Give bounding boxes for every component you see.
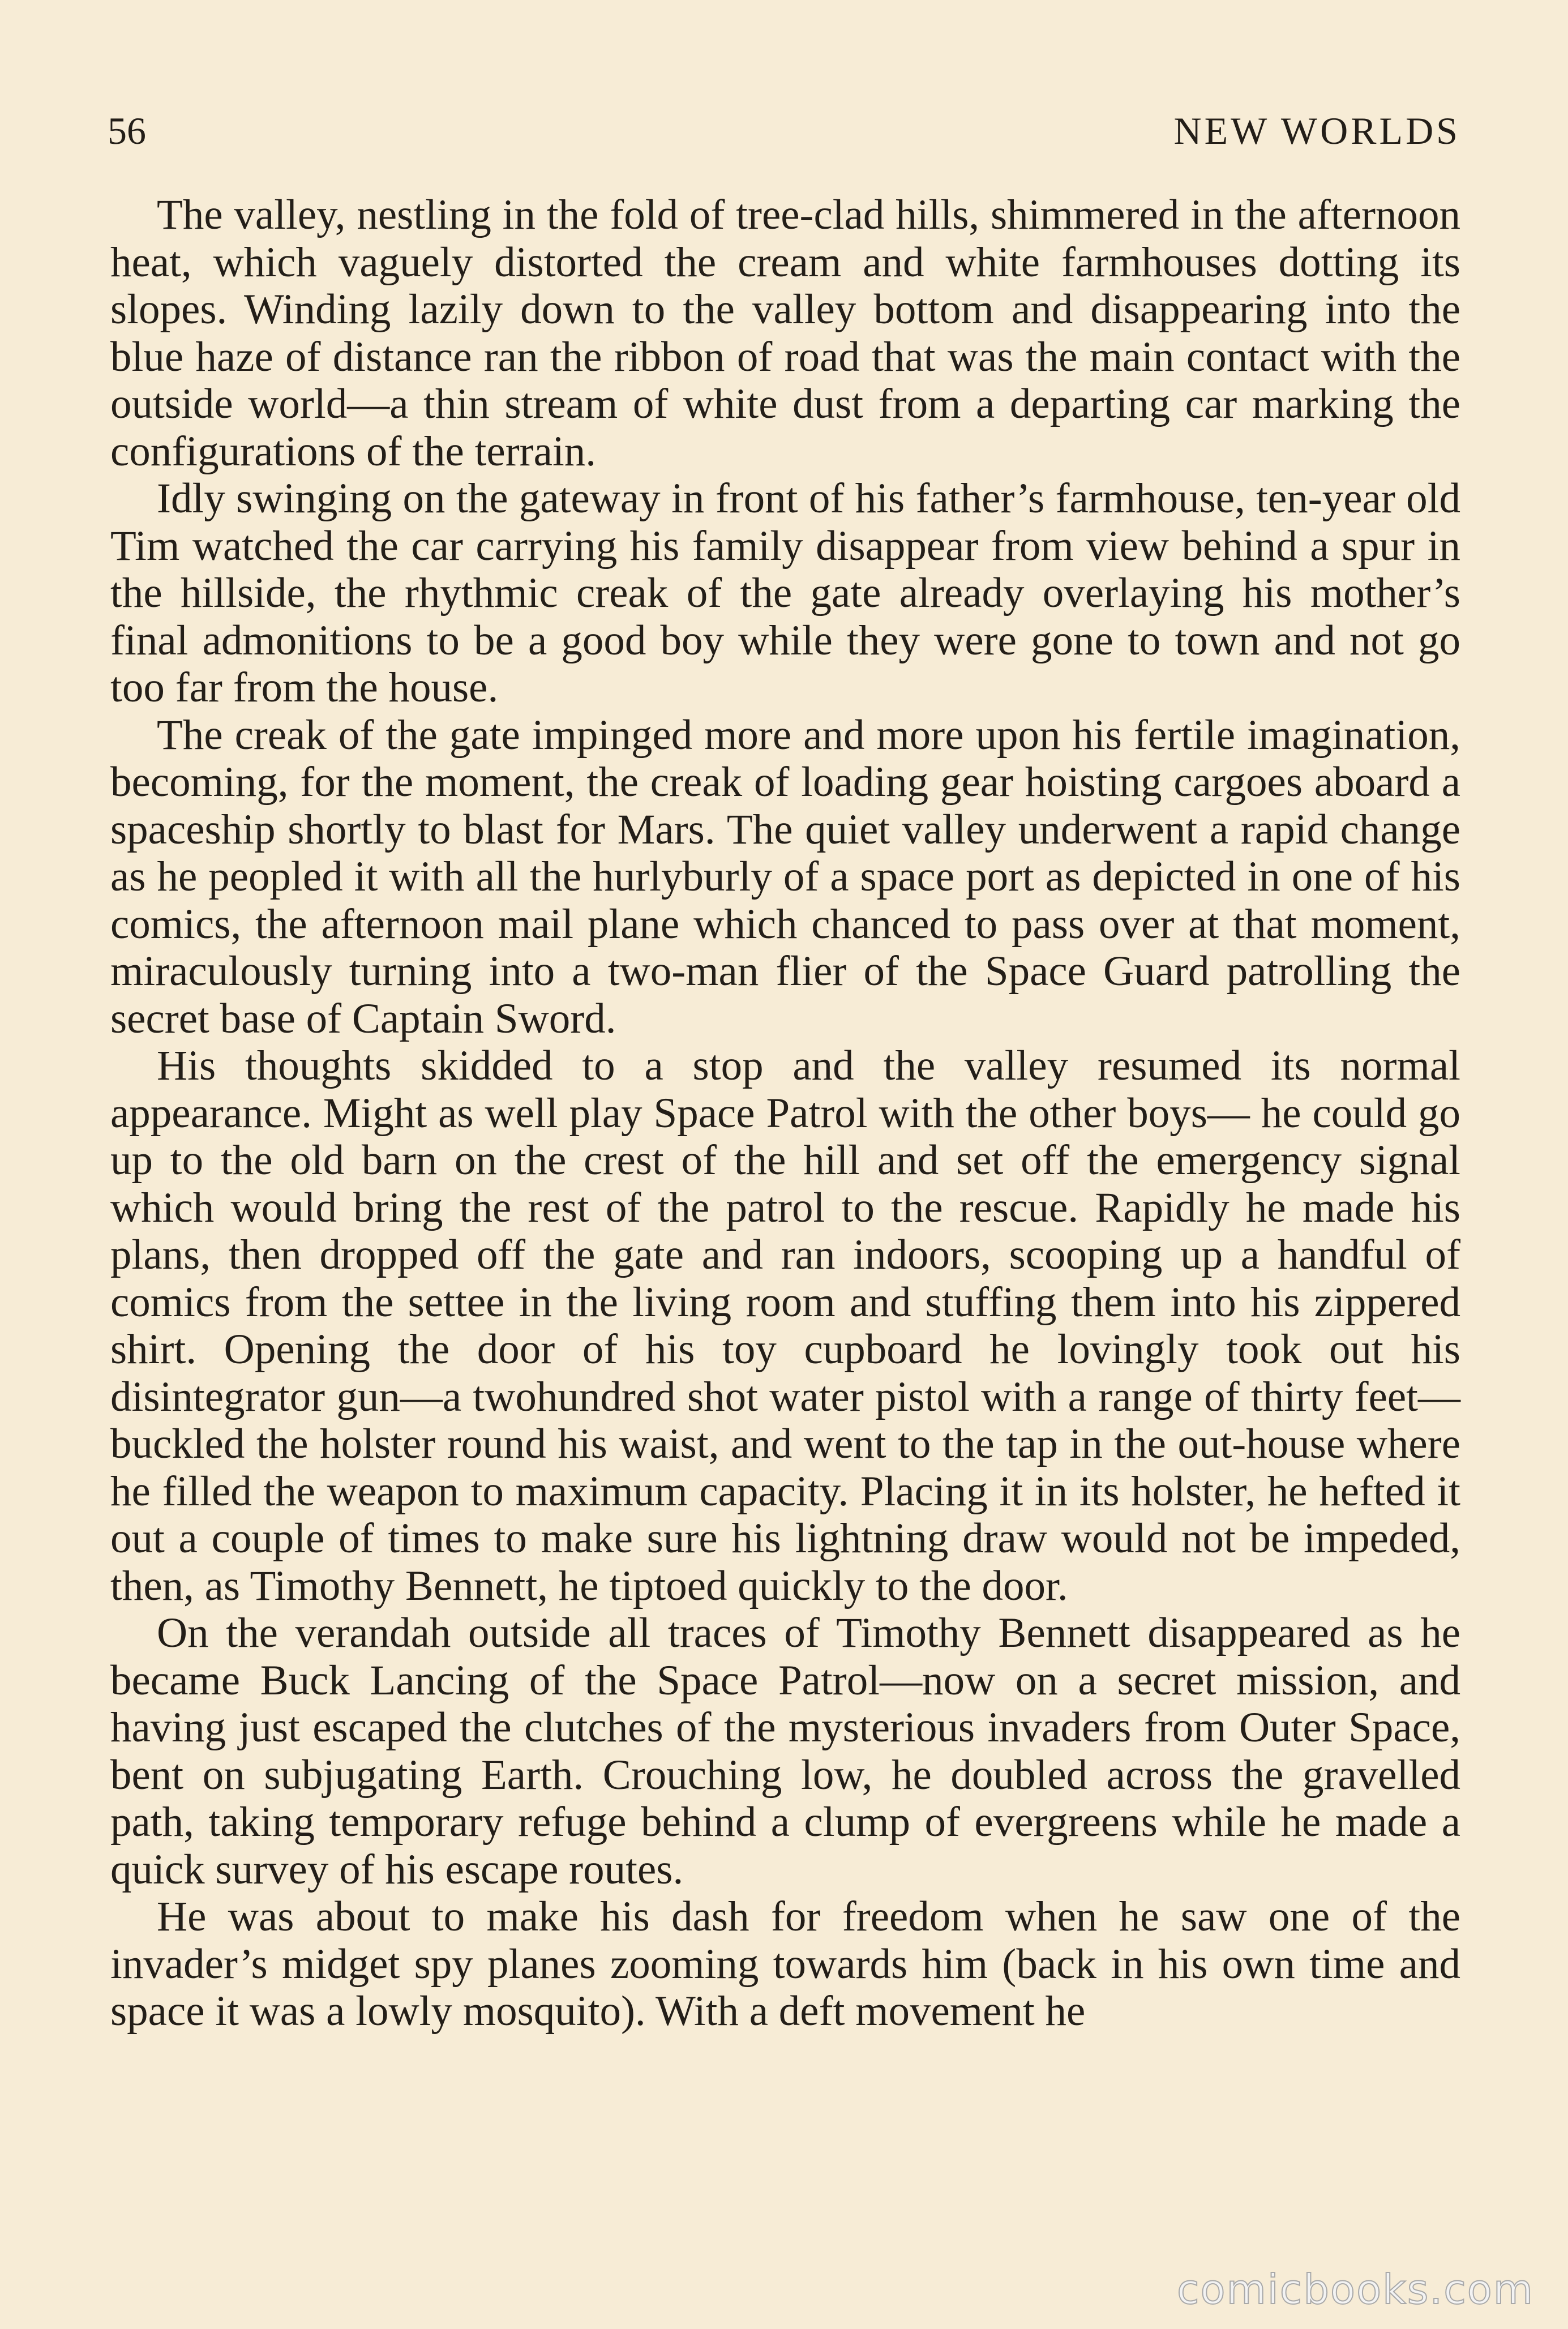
paragraph: The creak of the gate impinged more and more upon his fertile imagination, becoming, for the moment, the creak of loading gear hoisting cargoes aboard a spaceship shortly to blast for Mars. The quiet valley underwent a rapid change as he peopled it with all the hurlyburly of a space port as depicted in one of his comics, the afternoon mail plane which chanced to pass over at that moment, miraculously turning into a two-man flier of the Space Guard patrolling the secret base of Captain Sword.: [110, 711, 1460, 1042]
paragraph: His thoughts skidded to a stop and the valley resumed its normal appearance. Might as well play Space Patrol with the other boys— he could go up to the old barn on the crest of the hill and set off the emergency signal which would bring the rest of the patrol to the rescue. Rapidly he made his plans, then dropped off the gate and ran indoors, scooping up a handful of comics from the settee in the living room and stuffing them into his zippered shirt. Opening the door of his toy cupboard he lovingly took out his disintegrator gun—a twohundred shot water pistol with a range of thirty feet—buckled the holster round his waist, and went to the tap in the out-house where he filled the weapon to maximum capacity. Placing it in its holster, he hefted it out a couple of times to make sure his lightning draw would not be impeded, then, as Timothy Bennett, he tiptoed quickly to the door.: [110, 1042, 1460, 1609]
watermark: comicbooks.com: [1176, 2266, 1534, 2313]
page-number: 56: [108, 109, 146, 152]
page-header: [108, 105, 1460, 150]
paragraph: He was about to make his dash for freedom when he saw one of the invader’s midget spy planes zooming towards him (back in his own time and space it was a lowly mosquito). With a deft movement he: [110, 1893, 1460, 2035]
story-text: [110, 191, 1460, 2035]
running-title: NEW WORLDS: [1173, 109, 1460, 152]
paragraph: The valley, nestling in the fold of tree-clad hills, shimmered in the afternoon heat, which vaguely distorted the cream and white farmhouses dotting its slopes. Winding lazily down to the valley bottom and disappearing into the blue haze of distance ran the ribbon of road that was the main contact with the outside world—a thin stream of white dust from a departing car marking the configurations of the terrain.: [110, 191, 1460, 475]
paragraph: On the verandah outside all traces of Timothy Bennett disappeared as he became Buck Lancing of the Space Patrol—now on a secret mission, and having just escaped the clutches of the mysterious invaders from Outer Space, bent on subjugating Earth. Crouching low, he doubled across the gravelled path, taking temporary refuge behind a clump of evergreens while he made a quick survey of his escape routes.: [110, 1609, 1460, 1893]
paragraph: Idly swinging on the gateway in front of his father’s farmhouse, ten-year old Tim watched the car carrying his family disappear from view behind a spur in the hillside, the rhythmic creak of the gate already overlaying his mother’s final admonitions to be a good boy while they were gone to town and not go too far from the house.: [110, 475, 1460, 711]
